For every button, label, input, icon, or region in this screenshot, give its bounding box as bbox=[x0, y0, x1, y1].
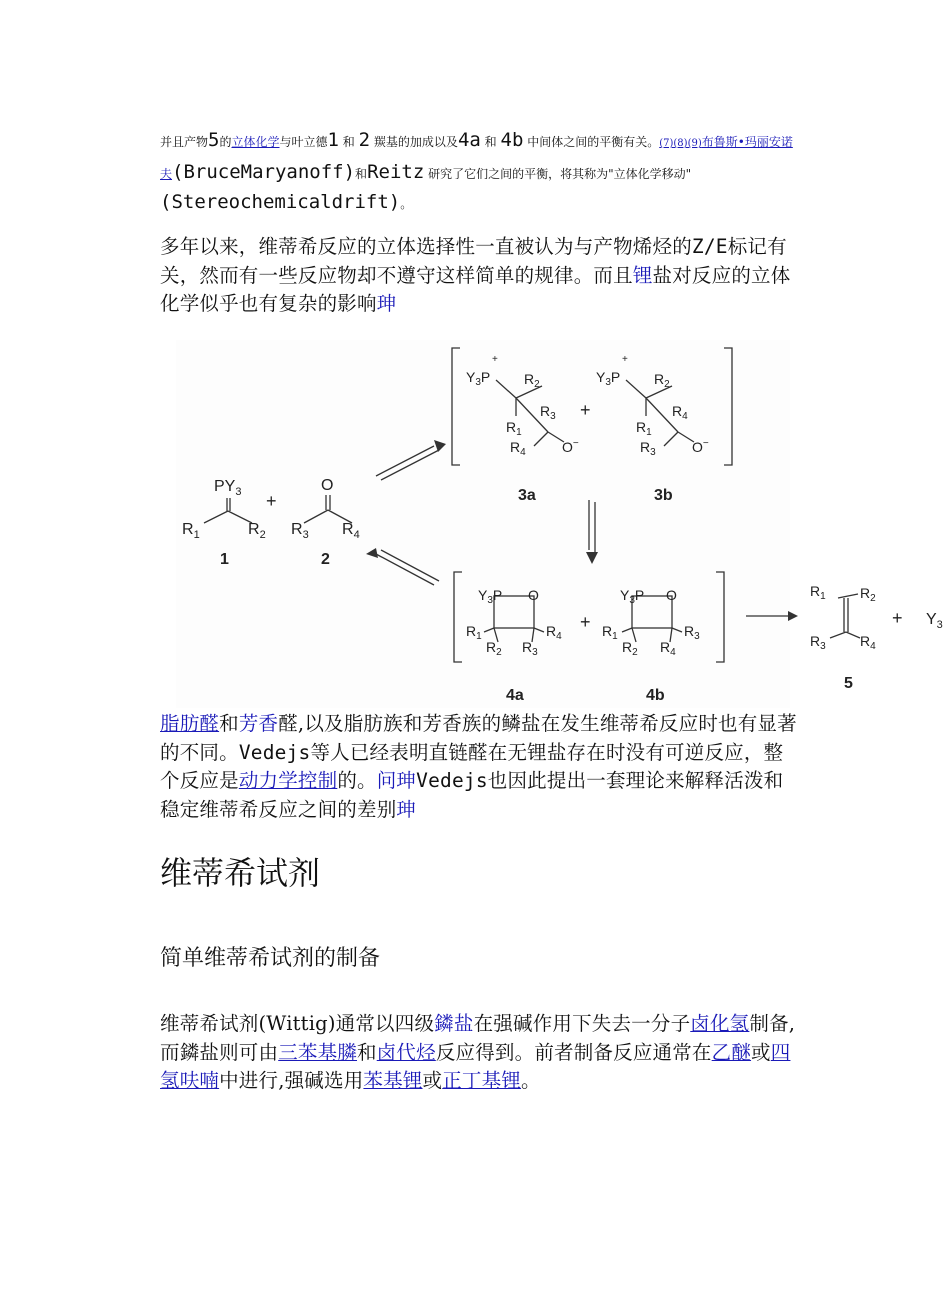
link-diethyl-ether[interactable]: 乙醚 bbox=[711, 1040, 752, 1064]
link-citation[interactable]: 珅 bbox=[376, 292, 397, 315]
paragraph-aldehydes: 脂肪醛和芳香醛,以及脂肪族和芳香族的鳞盐在发生维蒂希反应时也有显著的不同。Vedejs等人已经表明直链醛在无锂盐存在时没有可逆反应，整个反应是动力学控制的。问珅Vedejs也因此提出一套理论来解释活泼和稳定维蒂希反应之间的差别珅 bbox=[160, 712, 797, 821]
svg-text:R4: $R_4$ bbox=[672, 403, 688, 422]
compound-1-label: 1 bbox=[220, 551, 229, 568]
link-thf[interactable]: 四氢呋喃 bbox=[160, 1040, 791, 1092]
svg-text:O: O bbox=[666, 587, 677, 603]
compound-3a-label: 3a bbox=[518, 487, 536, 504]
svg-text:+: + bbox=[622, 354, 628, 365]
svg-text:+: + bbox=[580, 612, 591, 632]
svg-text:R1: $R_1$ bbox=[810, 583, 826, 602]
link-aromatic[interactable]: 芳香 bbox=[238, 712, 279, 735]
svg-text:R1: $R_1$ bbox=[466, 623, 482, 642]
compound-2-ref: 2 bbox=[358, 129, 371, 151]
svg-text:R3: $R_3$ bbox=[810, 633, 826, 652]
link-n-butyllithium[interactable]: 正丁基锂 bbox=[442, 1069, 522, 1092]
svg-text:R2: $R_2$ bbox=[486, 639, 502, 658]
svg-text:R1: $R_1$ bbox=[636, 419, 652, 438]
oxaphosphetane-4b-top: $Y_3P$ bbox=[620, 587, 645, 606]
compound-3b-label: 3b bbox=[654, 487, 673, 504]
svg-text:R3: $R_3$ bbox=[522, 639, 538, 658]
svg-text:O: O bbox=[528, 587, 539, 603]
link-aliphatic-aldehyde[interactable]: 脂肪醛 bbox=[160, 712, 220, 735]
reference-links[interactable]: (7)(8)(9) bbox=[659, 138, 702, 149]
link-phenyllithium[interactable]: 苯基锂 bbox=[363, 1069, 423, 1092]
link-stereochemistry[interactable]: 立体化学 bbox=[231, 135, 280, 149]
paragraph-stereoselectivity: 多年以来，维蒂希反应的立体选择性一直被认为与产物烯烃的Z/E标记有关，然而有一些反应物却不遵守这样简单的规律。而且锂盐对反应的立体化学似乎也有复杂的影响珅 bbox=[160, 235, 791, 315]
svg-text:R2: $R_2$ bbox=[524, 371, 540, 390]
svg-text:+: + bbox=[492, 354, 498, 365]
link-kinetic-control[interactable]: 动力学控制 bbox=[238, 769, 338, 792]
ylide-label: $PY_3$ bbox=[214, 478, 242, 498]
link-alkyl-halide[interactable]: 卤代烃 bbox=[376, 1040, 436, 1064]
svg-text:R3: $R_3$ bbox=[640, 439, 656, 458]
compound-5-ref: 5 bbox=[208, 129, 220, 151]
svg-text:R4: $R_4$ bbox=[546, 623, 562, 642]
compound-1-ref: 1 bbox=[327, 129, 339, 151]
svg-text:R1: $R_1$ bbox=[506, 419, 522, 438]
betaine-3b-phosphorus: $Y_3P$ bbox=[596, 369, 621, 388]
compound-5-label: 5 bbox=[844, 675, 853, 692]
compound-4b-label: 4b bbox=[646, 687, 665, 704]
svg-text:R2: $R_2$ bbox=[622, 639, 638, 658]
link-lithium[interactable]: 锂 bbox=[632, 263, 653, 287]
subsection-heading-preparation: 简单维蒂希试剂的制备 bbox=[160, 946, 381, 971]
r2-label: $R_2$ bbox=[248, 521, 266, 541]
svg-text:+: + bbox=[580, 400, 591, 420]
betaine-3a-phosphorus: $Y_3P$ bbox=[466, 369, 491, 388]
plus-sign: + bbox=[266, 491, 277, 511]
byproduct-cut-label: $Y_3$ bbox=[926, 611, 943, 631]
compound-4a-ref: 4a bbox=[457, 129, 481, 151]
oxaphosphetane-4a-top: $Y_3P$ bbox=[478, 587, 503, 606]
compound-4a-label: 4a bbox=[506, 687, 524, 704]
wittig-mechanism-scheme bbox=[176, 340, 950, 708]
svg-text:O−: O− bbox=[692, 438, 709, 455]
link-ask[interactable]: 问珅 bbox=[376, 769, 417, 792]
svg-text:O−: O− bbox=[562, 438, 579, 455]
compound-2-label: 2 bbox=[321, 551, 330, 568]
svg-text:R4: $R_4$ bbox=[510, 439, 526, 458]
svg-text:+: + bbox=[892, 608, 903, 628]
svg-text:R3: $R_3$ bbox=[684, 623, 700, 642]
r1-label: $R_1$ bbox=[182, 521, 200, 541]
svg-text:R2: $R_2$ bbox=[860, 585, 876, 604]
link-triphenylphosphine[interactable]: 三苯基膦 bbox=[278, 1040, 358, 1064]
svg-text:R3: $R_3$ bbox=[540, 403, 556, 422]
link-citation[interactable]: 珅 bbox=[396, 797, 417, 821]
paragraph-preparation: 维蒂希试剂(Wittig)通常以四级鏻盐在强碱作用下失去一分子卤化氢制备,而鏻盐则可由三苯基膦和卤代烃反应得到。前者制备反应通常在乙醚或四氢呋喃中进行,强碱选用苯基锂或正丁基锂。 bbox=[160, 1012, 796, 1092]
section-heading-wittig-reagent: 维蒂希试剂 bbox=[160, 854, 321, 892]
r4-label: $R_4$ bbox=[342, 521, 360, 541]
carbonyl-oxygen: O bbox=[321, 477, 334, 494]
link-bruce-maryanoff[interactable]: 布鲁斯•玛丽安诺夫 bbox=[160, 135, 793, 181]
svg-text:R1: $R_1$ bbox=[602, 623, 618, 642]
r3-label-faded: $R_3$ bbox=[291, 521, 309, 541]
svg-text:R4: $R_4$ bbox=[660, 639, 676, 658]
paragraph-stereochemical-drift: 并且产物5的立体化学与叶立德1 和 2 羰基的加成以及4a 和 4b 中间体之间的平衡有关。(7)(8)(9)布鲁斯•玛丽安诺夫(BruceMaryanoff)和Reitz 研究了它们之间的平衡，将其称为"立体化学移动"(Stereochemicaldrift)。 bbox=[160, 129, 793, 213]
svg-text:R4: $R_4$ bbox=[860, 633, 876, 652]
svg-text:R2: $R_2$ bbox=[654, 371, 670, 390]
link-hydrogen-halide[interactable]: 卤化氢 bbox=[690, 1012, 750, 1035]
compound-4b-ref: 4b bbox=[500, 129, 524, 151]
link-phosphonium-salt[interactable]: 鏻盐 bbox=[434, 1012, 474, 1035]
